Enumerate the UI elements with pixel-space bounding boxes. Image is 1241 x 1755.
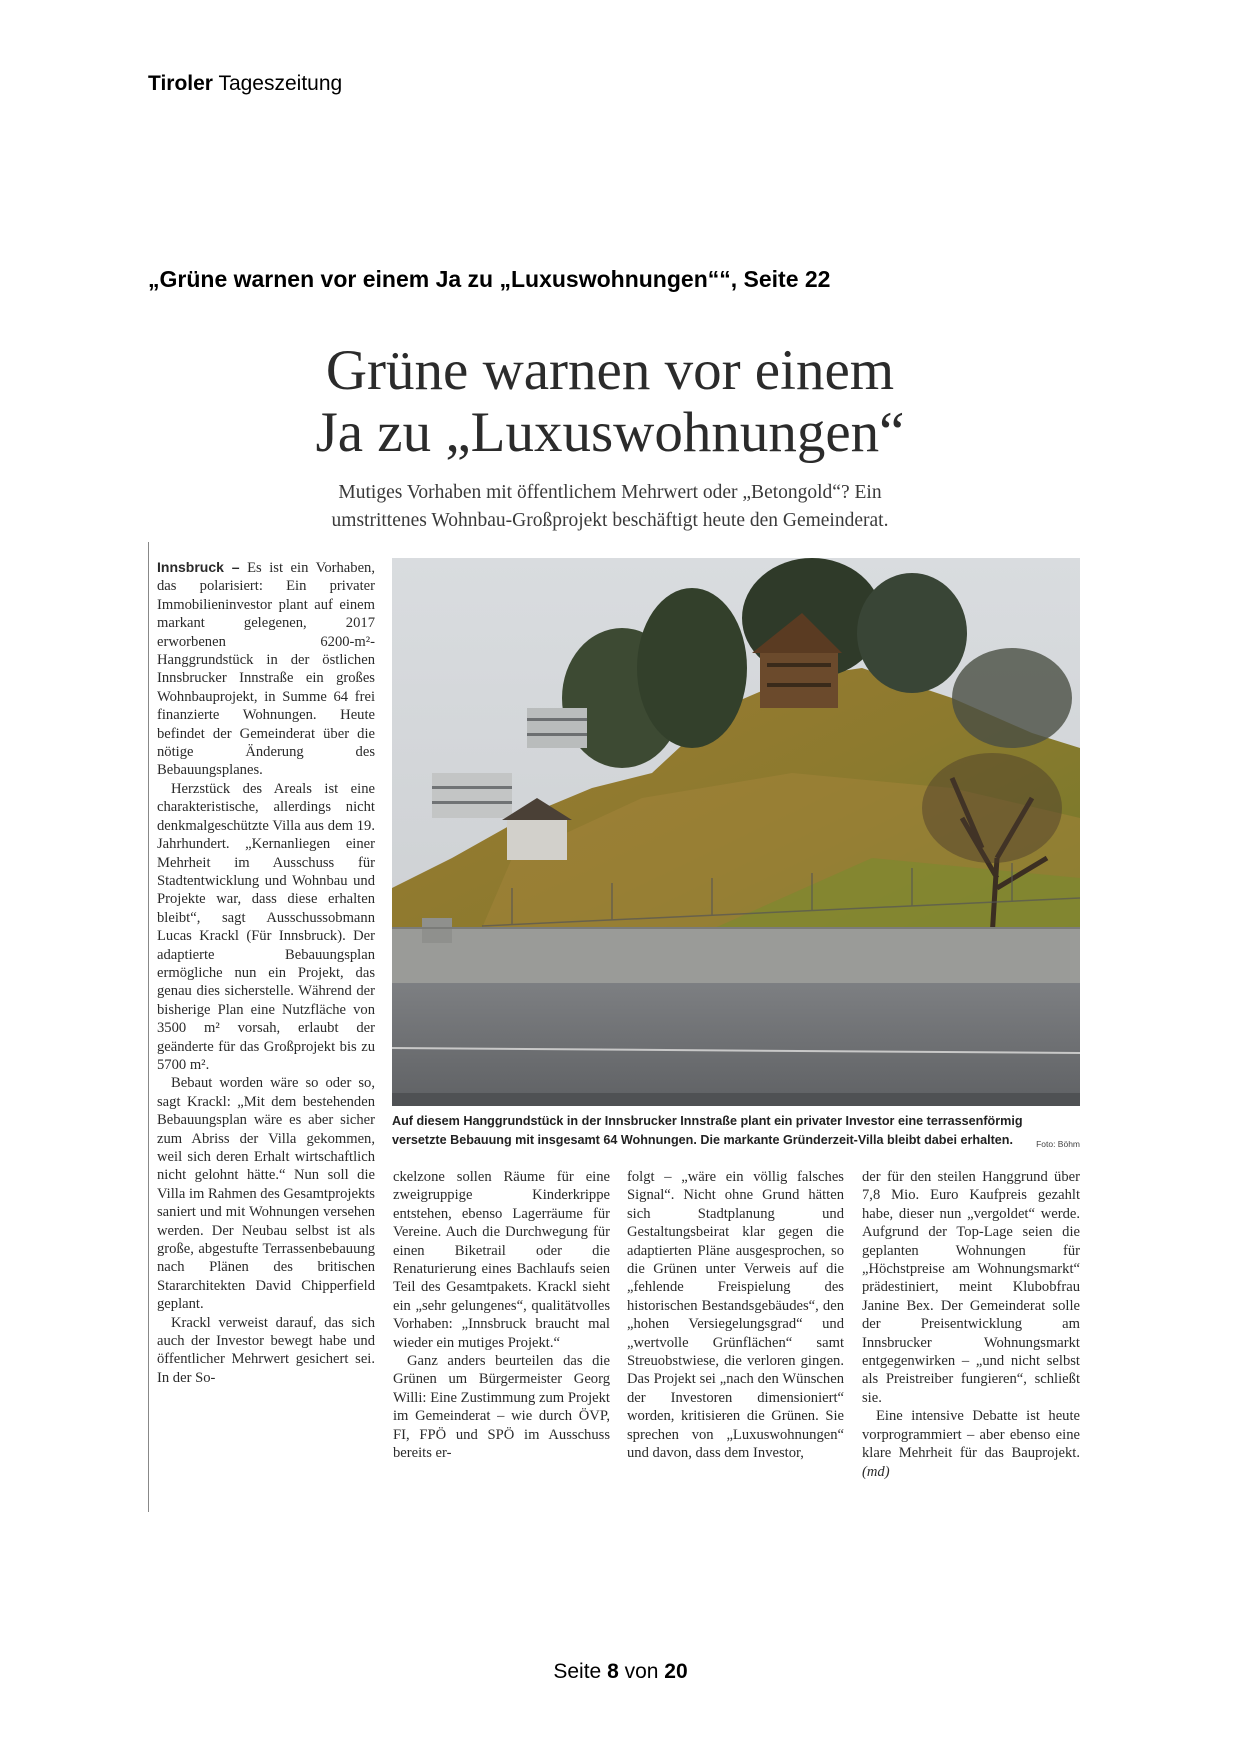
headline-line-1: Grüne warnen vor einem (325, 339, 895, 402)
page-total: 20 (664, 1660, 688, 1683)
paragraph (862, 1407, 1080, 1481)
paragraph: der für den steilen Hanggrund über 7,8 Mio. Euro Kaufpreis gezahlt habe, dieser nun „vergoldet“ werde. Aufgrund der Top-Lage seien die geplanten Wohnungen für „Höchstpreise am Wohnungsmarkt“ prädestiniert, meint Klubobfrau Janine Bex. Der Gemeinderat solle der Preisentwicklung am Innsbrucker Wohnungsmarkt entgegenwirken – „und nicht selbst als Preistreiber fungieren“, schließt sie. (862, 1169, 1080, 1406)
page-number (0, 1660, 1241, 1684)
subheadline-line-2: umstrittenes Wohnbau-Großprojekt beschäftigt heute den Gemeinderat. (331, 510, 889, 531)
caption-text: Auf diesem Hanggrundstück in der Innsbrucker Innstraße plant ein privater Investor eine terrassenförmig versetzte Bebauung mit insgesamt 64 Wohnungen. Die markante Gründerzeit-Villa bleibt dabei erhalten. (392, 1114, 1023, 1147)
article-column-1 (157, 558, 375, 1387)
paragraph: Bebaut worden wäre so oder so, sagt Krackl: „Mit dem bestehenden Bebauungsplan wäre es aber sicher zum Abriss der Villa gekommen, weil sich deren Erhalt wirtschaftlich nicht gelohnt hätte.“ Nun soll die Villa im Rahmen des Gesamtprojekts saniert und mit Wohnungen versehen werden. Der Neubau selbst ist als große, abgestufte Terrassenbebauung nach Plänen des britischen Stararchitekten David Chipperfield geplant. (157, 1075, 375, 1313)
column-rule (148, 542, 149, 1512)
hillside-villa-photo (392, 558, 1080, 1106)
page-current: 8 (607, 1660, 619, 1683)
article-reference: „Grüne warnen vor einem Ja zu „Luxuswohnungen““, Seite 22 (148, 266, 831, 292)
photo-caption (392, 1112, 1080, 1154)
paragraph (157, 558, 375, 780)
headline-line-2: Ja zu „Luxuswohnungen“ (315, 401, 905, 464)
author-tag: (md) (862, 1463, 890, 1480)
article-column-2 (393, 1168, 610, 1463)
publication-name-bold: Tiroler (148, 72, 213, 95)
article-column-3 (627, 1168, 844, 1463)
paragraph-text: Eine intensive Debatte ist heute vorprogrammiert – aber ebenso eine klare Mehrheit für das Bauprojekt. (862, 1408, 1080, 1462)
photo-credit: Foto: Böhm (1036, 1138, 1080, 1149)
article-subheadline (250, 479, 970, 535)
article-photo (392, 558, 1080, 1106)
dateline: Innsbruck – (157, 559, 240, 575)
page-prefix: Seite (553, 1660, 602, 1683)
article-headline (260, 340, 960, 464)
page-separator: von (624, 1660, 659, 1683)
subheadline-line-1: Mutiges Vorhaben mit öffentlichem Mehrwert oder „Betongold“? Ein (338, 482, 882, 503)
paragraph: ckelzone sollen Räume für eine zweigruppige Kinderkrippe entstehen, ebenso Lagerräume für Vereine. Auch die Durchwegung für einen Biketrail oder die Renaturierung eines Bachlaufs seien Teil des Gesamtpakets. Krackl sieht ein „sehr gelungenes“, qualitätvolles Vorhaben: „Innsbruck braucht mal wieder ein mutiges Projekt.“ (393, 1169, 610, 1351)
publication-name (148, 72, 342, 96)
paragraph: Ganz anders beurteilen das die Grünen um Bürgermeister Georg Willi: Eine Zustimmung zum Projekt im Gemeinderat – wie durch ÖVP, FI, FPÖ und SPÖ im Ausschuss bereits er- (393, 1353, 610, 1462)
paragraph: Herzstück des Areals ist eine charakteristische, allerdings nicht denkmalgeschützte Villa aus dem 19. Jahrhundert. „Kernanliegen einer Mehrheit im Ausschuss für Stadtentwicklung und Wohnbau und Projekte war, dass diese erhalten bleibt“, sagt Ausschussobmann Lucas Krackl (Für Innsbruck). Der adaptierte Bebauungsplan ermögliche nun ein Projekt, das genau dies sicherstelle. Während der bisherige Plan eine Nutzfläche von 3500 m² vorsah, erlaubt der geänderte für das Großprojekt bis zu 5700 m². (157, 780, 375, 1073)
paragraph: Krackl verweist darauf, das sich auch der Investor bewegt habe und öffentlicher Mehrwert gesichert sei. In der So- (157, 1314, 375, 1386)
paragraph-text: Es ist ein Vorhaben, das polarisiert: Ein privater Immobilieninvestor plant auf einem markant gelegenen, 2017 erworbenen 6200-m²-Hanggrundstück in der östlichen Innsbrucker Innstraße ein großes Wohnbauprojekt, in Summe 64 frei finanzierte Wohnungen. Heute befindet der Gemeinderat über die nötige Änderung des Bebauungsplanes. (157, 560, 375, 779)
paragraph: folgt – „wäre ein völlig falsches Signal“. Nicht ohne Grund hätten sich Stadtplanung und Gestaltungsbeirat klar gegen die adaptierten Pläne ausgesprochen, so die Grünen unter Verweis auf die „fehlende Freispielung des historischen Bestandsgebäudes“, den „hohen Versiegelungsgrad“ und „wertvolle Grünflächen“ samt Streuobstwiese, die verloren gingen. Das Projekt sei „nach den Wünschen der Investoren dimensioniert“ worden, kritisieren die Grünen. Sie sprechen von „Luxuswohnungen“ und davon, dass dem Investor, (627, 1169, 844, 1462)
article-column-4 (862, 1168, 1080, 1481)
publication-name-rest: Tageszeitung (218, 72, 343, 95)
